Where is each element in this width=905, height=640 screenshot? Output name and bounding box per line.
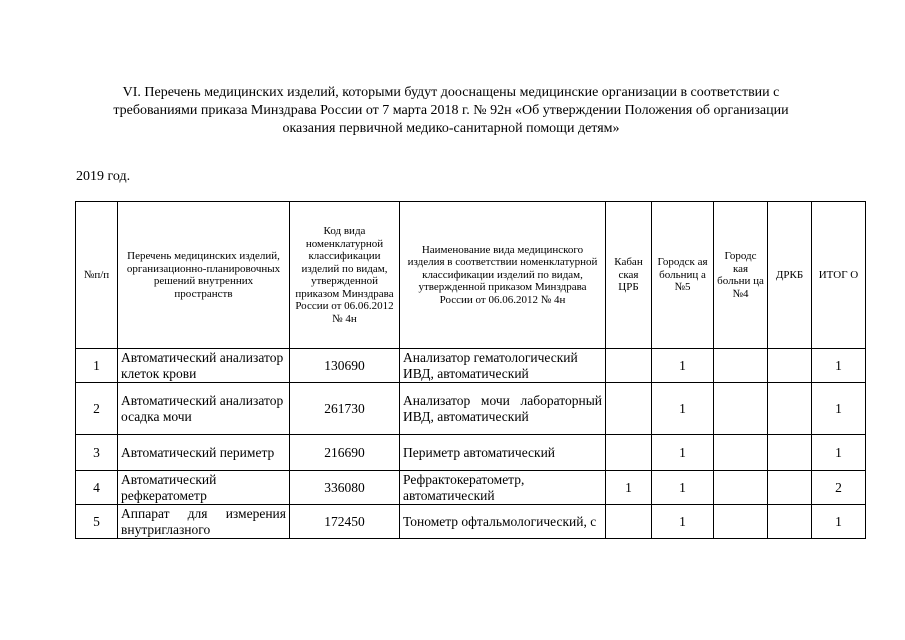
header-drkb: ДРКБ	[768, 202, 812, 349]
header-code: Код вида номенклатурной классификации изделий по видам, утвержденной приказом Минздрава России от 06.06.2012 № 4н	[290, 202, 400, 349]
row-item: Автоматический анализатор осадка мочи	[118, 383, 290, 435]
row-gb4	[714, 505, 768, 539]
row-name: Анализатор гематологический ИВД, автоматический	[400, 349, 606, 383]
row-item: Аппарат для измерения внутриглазного	[118, 505, 290, 539]
header-gb5: Городск ая больниц а №5	[652, 202, 714, 349]
row-drkb	[768, 505, 812, 539]
year-label: 2019 год.	[76, 169, 131, 184]
row-total: 1	[812, 505, 866, 539]
header-total: ИТОГ О	[812, 202, 866, 349]
row-drkb	[768, 435, 812, 471]
table-header-row	[76, 202, 866, 349]
row-num: 4	[76, 471, 118, 505]
row-kabanskaya	[606, 349, 652, 383]
row-gb5: 1	[652, 505, 714, 539]
table-row	[76, 349, 866, 383]
row-code: 130690	[290, 349, 400, 383]
row-gb4	[714, 471, 768, 505]
equipment-table	[75, 201, 866, 539]
row-item: Автоматический периметр	[118, 435, 290, 471]
table-row	[76, 505, 866, 539]
row-num: 3	[76, 435, 118, 471]
title-line-3: оказания первичной медико-санитарной помощи детям»	[282, 121, 620, 136]
row-drkb	[768, 349, 812, 383]
header-name: Наименование вида медицинского изделия в соответствии номенклатурной классификации изделий по видам, утвержденной приказом Минздрава России от 06.06.2012 № 4н	[400, 202, 606, 349]
row-num: 2	[76, 383, 118, 435]
header-num: №п/п	[76, 202, 118, 349]
row-name: Тонометр офтальмологический, с	[400, 505, 606, 539]
row-name: Периметр автоматический	[400, 435, 606, 471]
row-kabanskaya: 1	[606, 471, 652, 505]
row-total: 1	[812, 435, 866, 471]
table-row	[76, 383, 866, 435]
row-name: Рефрактокератометр, автоматический	[400, 471, 606, 505]
row-gb4	[714, 349, 768, 383]
row-item: Автоматический рефкератометр	[118, 471, 290, 505]
title-line-1: VI. Перечень медицинских изделий, которыми будут дооснащены медицинские организации в соответствии с	[122, 85, 780, 100]
row-gb5: 1	[652, 471, 714, 505]
table-row	[76, 471, 866, 505]
document-title	[80, 84, 822, 138]
title-line-2: требованиями приказа Минздрава России от 7 марта 2018 г. № 92н «Об утверждении Положения об организации	[113, 103, 789, 118]
header-gb4: Городс кая больни ца №4	[714, 202, 768, 349]
row-kabanskaya	[606, 435, 652, 471]
row-num: 1	[76, 349, 118, 383]
row-total: 2	[812, 471, 866, 505]
row-gb5: 1	[652, 435, 714, 471]
row-total: 1	[812, 383, 866, 435]
row-drkb	[768, 471, 812, 505]
row-gb5: 1	[652, 349, 714, 383]
table-row	[76, 435, 866, 471]
row-gb4	[714, 383, 768, 435]
row-gb4	[714, 435, 768, 471]
row-gb5: 1	[652, 383, 714, 435]
row-code: 261730	[290, 383, 400, 435]
header-list: Перечень медицинских изделий, организационно-планировочных решений внутренних пространств	[118, 202, 290, 349]
row-total: 1	[812, 349, 866, 383]
row-kabanskaya	[606, 383, 652, 435]
row-code: 336080	[290, 471, 400, 505]
row-code: 172450	[290, 505, 400, 539]
row-drkb	[768, 383, 812, 435]
row-name: Анализатор мочи лабораторный ИВД, автоматический	[400, 383, 606, 435]
row-item: Автоматический анализатор клеток крови	[118, 349, 290, 383]
row-code: 216690	[290, 435, 400, 471]
header-kabanskaya: Кабан ская ЦРБ	[606, 202, 652, 349]
row-kabanskaya	[606, 505, 652, 539]
row-num: 5	[76, 505, 118, 539]
